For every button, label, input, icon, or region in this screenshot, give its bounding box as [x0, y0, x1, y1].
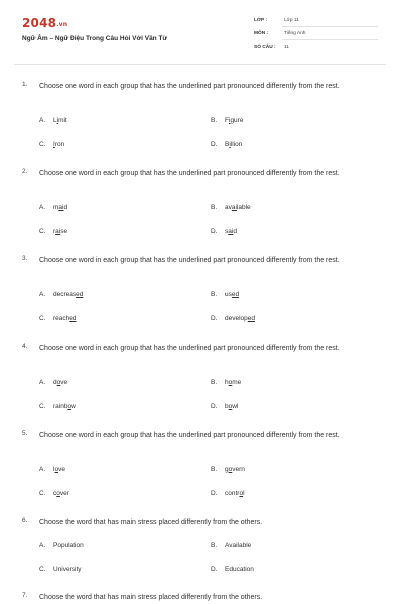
question-number: 6.: [22, 517, 28, 524]
option-letter: D.: [211, 141, 218, 148]
option-word: [225, 379, 241, 386]
question-text: Choose one word in each group that has the underlined part pronounced differently from the rest.: [39, 432, 340, 439]
option-a[interactable]: [39, 379, 67, 386]
word-part: me: [232, 379, 242, 386]
option-word: [225, 403, 238, 410]
option-d[interactable]: [211, 315, 255, 322]
underlined-part: i: [228, 117, 231, 124]
option-word: [53, 141, 64, 148]
word-part: develop: [225, 315, 248, 322]
option-letter: A.: [39, 542, 46, 549]
underlined-part: o: [56, 379, 61, 386]
option-b[interactable]: [211, 542, 251, 549]
word-part: ron: [54, 141, 65, 148]
option-a[interactable]: [39, 542, 84, 549]
question-text: Choose the word that has main stress placed differently from the others.: [39, 594, 263, 601]
question-number: 7.: [22, 592, 28, 599]
word-part: Education: [225, 566, 254, 573]
option-d[interactable]: [211, 566, 254, 573]
word-part: d: [53, 379, 57, 386]
underlined-part: o: [239, 490, 244, 497]
underlined-part: o: [228, 466, 233, 473]
option-word: [53, 117, 67, 124]
option-c[interactable]: [39, 141, 64, 148]
document-title: Ngữ Âm – Ngữ Điệu Trong Câu Hỏi Với Vần Từ: [22, 35, 168, 42]
option-c[interactable]: [39, 403, 76, 410]
word-part: r: [53, 228, 56, 235]
option-c[interactable]: [39, 228, 67, 235]
word-part: ver: [59, 490, 69, 497]
word-part: F: [225, 117, 229, 124]
word-part: vern: [232, 466, 245, 473]
document-header: [0, 0, 400, 64]
header-divider: [14, 64, 386, 65]
option-letter: D.: [211, 315, 218, 322]
option-letter: C.: [39, 403, 46, 410]
word-part: d: [63, 204, 68, 211]
word-part: ve: [60, 379, 68, 386]
underlined-part: o: [56, 490, 60, 497]
option-word: [53, 466, 65, 473]
underlined-part: i: [56, 117, 59, 124]
word-part: m: [53, 204, 59, 211]
word-part: University: [53, 566, 82, 573]
option-letter: B.: [211, 117, 218, 124]
option-b[interactable]: [211, 204, 251, 211]
meta-class-key: LỚP :: [254, 18, 268, 23]
question-number: 5.: [22, 430, 28, 437]
word-part: Available: [225, 542, 252, 549]
word-part: B: [225, 141, 230, 148]
question-text: Choose one word in each group that has the underlined part pronounced differently from the rest.: [39, 170, 340, 177]
underlined-part: ai: [55, 228, 61, 235]
question-number: 2.: [22, 168, 28, 175]
word-part: d: [233, 228, 237, 235]
question-number: 4.: [22, 343, 28, 350]
word-part: L: [53, 117, 57, 124]
option-word: [53, 315, 77, 322]
option-word: [225, 315, 255, 322]
underlined-part: ed: [247, 315, 256, 322]
question-number: 1.: [22, 81, 28, 88]
option-c[interactable]: [39, 566, 82, 573]
site-logo[interactable]: [22, 16, 67, 30]
underlined-part: ed: [76, 291, 84, 298]
logo-main: 2048: [22, 16, 57, 30]
word-part: av: [225, 204, 232, 211]
underlined-part: ed: [69, 315, 77, 322]
option-letter: C.: [39, 315, 46, 322]
option-b[interactable]: [211, 291, 239, 298]
meta-count-key: SỐ CÂU :: [254, 45, 276, 50]
underlined-part: I: [53, 141, 55, 148]
option-word: [225, 490, 245, 497]
option-word: [225, 228, 237, 235]
option-word: [53, 490, 69, 497]
option-word: [225, 466, 245, 473]
underlined-part: ai: [58, 204, 64, 211]
question-7-partial: [0, 592, 400, 604]
option-letter: C.: [39, 141, 46, 148]
underlined-part: ai: [228, 228, 234, 235]
option-d[interactable]: [211, 228, 237, 235]
word-part: decreas: [53, 291, 77, 298]
question-number: 3.: [22, 255, 28, 262]
option-word: [53, 204, 67, 211]
word-part: c: [53, 490, 57, 497]
underlined-part: o: [54, 466, 59, 473]
option-d[interactable]: [211, 403, 238, 410]
option-word: [225, 204, 251, 211]
option-b[interactable]: [211, 379, 241, 386]
option-word: [225, 542, 251, 549]
word-part: l: [243, 490, 245, 497]
word-part: s: [225, 228, 229, 235]
logo-tld: .vn: [56, 21, 68, 28]
option-a[interactable]: [39, 204, 67, 211]
word-part: h: [225, 379, 229, 386]
word-part: llion: [230, 141, 243, 148]
question-text: Choose one word in each group that has the underlined part pronounced differently from the rest.: [39, 257, 340, 264]
option-a[interactable]: [39, 117, 67, 124]
underlined-part: o: [228, 403, 233, 410]
underlined-part: ai: [231, 204, 237, 211]
word-part: us: [225, 291, 232, 298]
option-c[interactable]: [39, 490, 69, 497]
option-letter: A.: [39, 204, 46, 211]
option-word: [53, 291, 83, 298]
underlined-part: i: [229, 141, 231, 148]
word-part: rainb: [53, 403, 68, 410]
option-letter: B.: [211, 542, 218, 549]
word-part: g: [225, 466, 229, 473]
option-c[interactable]: [39, 315, 77, 322]
meta-divider: [282, 26, 378, 27]
option-letter: A.: [39, 117, 46, 124]
word-part: se: [60, 228, 68, 235]
word-part: b: [225, 403, 229, 410]
option-word: [225, 566, 254, 573]
word-part: wl: [232, 403, 239, 410]
option-letter: B.: [211, 204, 218, 211]
option-b[interactable]: [211, 117, 243, 124]
option-d[interactable]: [211, 141, 242, 148]
underlined-part: o: [228, 379, 233, 386]
meta-divider: [282, 39, 378, 40]
option-word: [53, 403, 76, 410]
option-a[interactable]: [39, 291, 83, 298]
question-text: Choose one word in each group that has the underlined part pronounced differently from the rest.: [39, 83, 340, 90]
word-part: lable: [236, 204, 251, 211]
option-letter: D.: [211, 403, 218, 410]
underlined-part: ed: [231, 291, 240, 298]
word-part: gure: [230, 117, 244, 124]
option-word: [225, 117, 243, 124]
meta-count-value: 11: [284, 45, 289, 50]
option-word: [225, 291, 239, 298]
word-part: w: [71, 403, 76, 410]
option-letter: D.: [211, 566, 218, 573]
word-part: Population: [53, 542, 84, 549]
option-letter: C.: [39, 228, 46, 235]
option-letter: B.: [211, 466, 218, 473]
option-letter: A.: [39, 466, 46, 473]
option-letter: C.: [39, 566, 46, 573]
option-word: [53, 228, 67, 235]
option-word: [53, 542, 84, 549]
word-part: ve: [58, 466, 65, 473]
option-b[interactable]: [211, 466, 245, 473]
option-a[interactable]: [39, 466, 65, 473]
meta-subject-value: Tiếng Anh: [284, 31, 306, 36]
option-letter: C.: [39, 490, 46, 497]
option-d[interactable]: [211, 490, 245, 497]
question-text: Choose one word in each group that has the underlined part pronounced differently from the rest.: [39, 345, 340, 352]
option-letter: B.: [211, 379, 218, 386]
option-letter: D.: [211, 228, 218, 235]
underlined-part: o: [67, 403, 72, 410]
meta-subject-key: MÔN :: [254, 31, 269, 36]
option-word: [53, 566, 82, 573]
word-part: reach: [53, 315, 70, 322]
question-text: Choose the word that has main stress placed differently from the others.: [39, 519, 263, 526]
option-letter: D.: [211, 490, 218, 497]
word-part: mit: [58, 117, 67, 124]
option-word: [53, 379, 67, 386]
option-word: [225, 141, 242, 148]
option-letter: A.: [39, 379, 46, 386]
meta-class-value: Lớp 11: [284, 18, 299, 23]
option-letter: A.: [39, 291, 46, 298]
word-part: contr: [225, 490, 240, 497]
option-letter: B.: [211, 291, 218, 298]
word-part: l: [53, 466, 55, 473]
